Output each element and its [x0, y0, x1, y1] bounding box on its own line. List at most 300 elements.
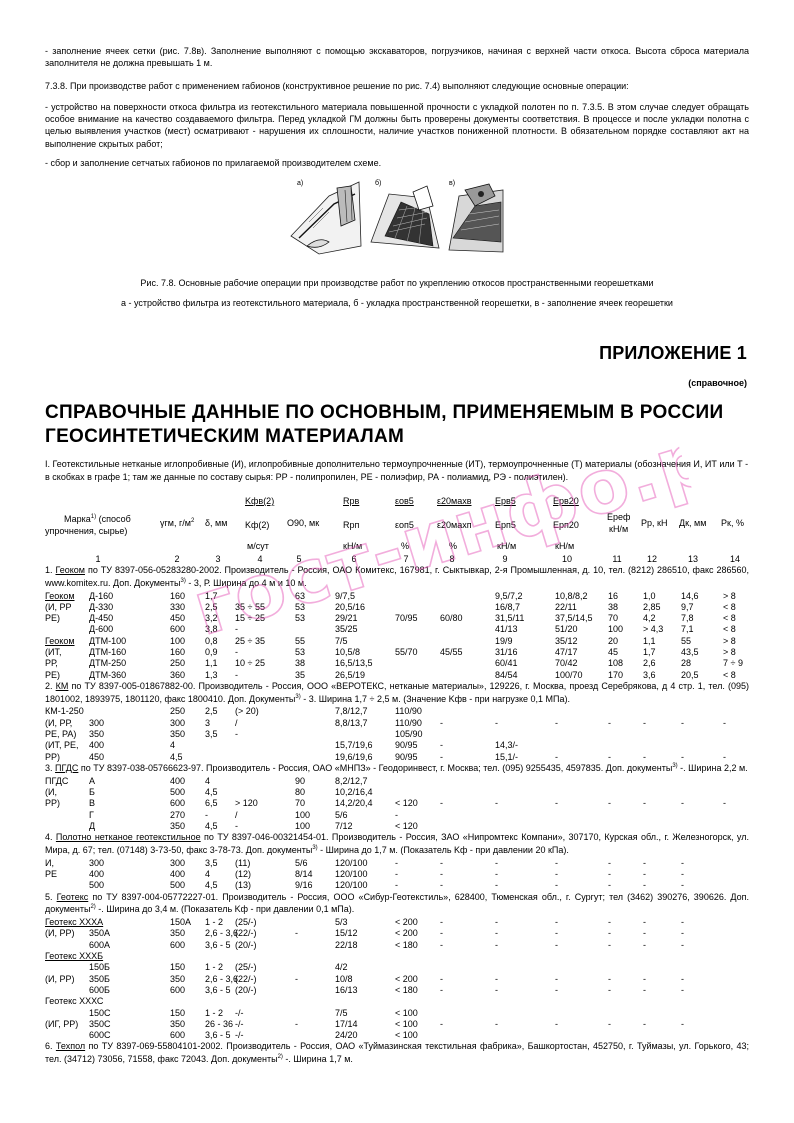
table-cell: 300	[89, 857, 105, 868]
table-cell: -	[555, 928, 558, 939]
table-cell: 500	[170, 880, 186, 891]
table-cell: -	[608, 857, 611, 868]
table-cell: -	[495, 984, 498, 995]
table-cell: -	[681, 717, 684, 728]
table-cell: 2,5	[205, 601, 218, 612]
table-cell: 600	[170, 624, 186, 635]
col6-header-b: Rрп	[343, 520, 360, 530]
table-cell: 350	[170, 820, 186, 831]
table-cell: 3,5	[205, 729, 218, 740]
table-cell: 55	[295, 635, 306, 646]
table-row	[45, 717, 749, 728]
figure-caption: Рис. 7.8. Основные рабочие операции при производстве работ по укреплению откосов пространственными георешетками	[140, 278, 654, 288]
section-1-link[interactable]: Геоком	[55, 565, 85, 575]
table-cell: 2,6 - 3,6	[205, 973, 239, 984]
table-cell: -	[395, 869, 398, 879]
table-cell: -	[681, 880, 684, 891]
table-cell: -	[395, 809, 398, 820]
table-cell: 1 - 2	[205, 917, 224, 928]
table-cell: РЕ, РА)	[45, 729, 77, 740]
section-1-rows	[45, 590, 749, 680]
table-cell: (13)	[235, 880, 252, 891]
table-cell: < 8	[723, 624, 736, 635]
table-cell: ДТМ-250	[89, 658, 127, 669]
table-cell: -	[495, 880, 498, 891]
table-cell: Д	[89, 820, 96, 831]
table-cell: 8,8/13,7	[335, 717, 368, 728]
table-cell: 600А	[89, 939, 111, 950]
section-6-header: 6. Техпол по ТУ 8397-069-55804101-2002. Производитель - Россия, ОАО «Туймазинская текстильная фабрика», Башкортостан, 452750, г. Туймазы, ул. Горького, 43; тел. (34712) 73056, 71558, факс 72043. Доп. документы$^{2)}$ -. Ширина 1,7 м.	[45, 1041, 749, 1065]
table-row	[45, 728, 749, 739]
section-2-rows	[45, 705, 749, 761]
table-cell: А	[89, 775, 96, 786]
table-cell: -	[643, 869, 646, 879]
table-cell: 16/8,7	[495, 601, 521, 612]
table-row	[45, 961, 749, 972]
table-cell: 37,5/14,5	[555, 613, 593, 624]
table-cell: 53	[295, 647, 306, 658]
table-cell: 63	[295, 590, 306, 601]
table-cell: 22/18	[335, 939, 358, 950]
table-cell: ДТМ-360	[89, 669, 127, 680]
table-cell: КМ-1-250	[45, 706, 84, 717]
table-cell: 80	[295, 786, 306, 797]
table-row	[45, 657, 749, 668]
table-cell: 360	[170, 669, 186, 680]
table-cell: < 200	[395, 973, 418, 984]
table-cell: 400	[89, 740, 105, 751]
table-cell: -	[643, 939, 646, 950]
colnum: 1	[95, 554, 101, 564]
table-row	[45, 601, 749, 612]
table-cell: 3	[205, 717, 211, 728]
table-cell: 53	[295, 601, 306, 612]
table-cell: -	[643, 973, 646, 984]
table-cell: < 200	[395, 928, 418, 939]
table-cell: -	[495, 917, 498, 928]
table-cell: 4,5	[205, 786, 218, 797]
table-cell: 0,8	[205, 635, 218, 646]
table-cell: 16	[608, 590, 619, 601]
table-row	[45, 646, 749, 657]
table-cell: 150А	[170, 917, 192, 928]
table-cell: 84/54	[495, 669, 518, 680]
table-cell: 20,5/16	[335, 601, 366, 612]
col7-header-a: εов5	[395, 496, 414, 506]
table-cell: 5/6	[295, 857, 308, 868]
section-3-header: 3. ПГДС по ТУ 8397-038-05766623-97. Производитель - Россия, ОАО «МНПЗ» - Геодоринвест, г. Москва; тел. (095) 9255435, 4597835. Доп. документы$^{3)}$ -. Ширина 2,2 м.	[45, 762, 748, 773]
table-cell: -	[440, 973, 443, 984]
table-row	[45, 786, 749, 797]
table-row	[45, 973, 749, 984]
table-cell: 7,1	[681, 624, 694, 635]
table-cell: 10,5/8	[335, 647, 361, 658]
paragraph-filter-device: - устройство на поверхности откоса фильтра из геотекстильного материала повышенной прочности с укладкой полотен по п. 7.3.5. В этом случае следует обращать особое внимание на качество создаваемого фильтра. Перед укладкой ГМ должны быть проверены документы соответствия. В процессе и после укладки полотна с целью выявления участков (мест) осматривают - нарушения их сплошности, наличие участков пониженной плотности. В обязательном порядке составляют акт на выполнение скрытых работ;	[45, 102, 749, 149]
table-cell: 90	[295, 775, 306, 786]
table-cell: -	[643, 928, 646, 939]
table-cell: 70	[608, 613, 619, 624]
table-cell: 170	[608, 669, 624, 680]
table-cell: 120/100	[335, 880, 368, 891]
section-3-link[interactable]: ПГДС	[55, 762, 79, 773]
table-cell: 43,5	[681, 647, 699, 658]
table-cell: 4,5	[205, 820, 218, 831]
section-3-rows	[45, 775, 749, 831]
table-cell: -	[681, 751, 684, 762]
table-cell: 10 ÷ 25	[235, 658, 265, 669]
col7-header-b: εоп5	[395, 520, 414, 530]
table-cell: 15/12	[335, 928, 358, 939]
table-cell: РЕ)	[45, 613, 61, 624]
table-cell: 60/41	[495, 658, 518, 669]
section-5-link[interactable]: Геотекс	[56, 891, 89, 902]
table-cell: -	[555, 798, 558, 809]
table-cell: 7/5	[335, 635, 348, 646]
table-cell: 600	[170, 939, 186, 950]
table-cell: -	[643, 751, 646, 762]
paragraph-7-3-8: 7.3.8. При производстве работ с применением габионов (конструктивное решение по рис. 7.4) выполняют следующие основные операции:	[45, 81, 629, 91]
table-cell: 7,8	[681, 613, 694, 624]
table-cell: 1,1	[643, 635, 656, 646]
table-cell: 4,2	[643, 613, 656, 624]
table-cell: 26 - 36	[205, 1018, 234, 1029]
table-cell: -	[681, 857, 684, 868]
section-4-rows	[45, 857, 749, 891]
table-cell: 9,5/7,2	[495, 590, 523, 601]
table-cell: 1 - 2	[205, 962, 224, 973]
table-cell: 10/8	[335, 973, 353, 984]
table-cell: > 8	[723, 635, 736, 646]
table-cell: 9/16	[295, 880, 313, 891]
table-cell: 90/95	[395, 751, 418, 762]
table-cell: 7,8/12,7	[335, 706, 368, 717]
table-cell: 31,5/11	[495, 613, 525, 624]
table-cell: Б	[89, 786, 95, 797]
table-cell: Д-450	[89, 613, 114, 624]
table-cell: > 8	[723, 590, 736, 601]
table-cell: 14,6	[681, 590, 699, 601]
table-cell: > 120	[235, 798, 258, 809]
table-cell: 9/7,5	[335, 590, 356, 601]
table-cell: -	[495, 973, 498, 984]
table-cell: 400	[170, 775, 186, 786]
table-cell: 1 - 2	[205, 1007, 224, 1018]
table-cell: 15,1/-	[495, 751, 519, 762]
table-cell: 450	[170, 613, 186, 624]
table-cell: В	[89, 798, 96, 809]
table-cell: 350	[89, 729, 105, 740]
col11-header-b: кН/м	[609, 524, 629, 534]
table-cell: 3,6 - 5	[205, 939, 231, 950]
figure-illustration	[289, 176, 505, 262]
table-cell: ДТМ-100	[89, 635, 127, 646]
table-cell: -	[608, 798, 611, 809]
table-cell: -	[495, 857, 498, 868]
table-cell: РР,	[45, 658, 58, 669]
table-row	[45, 868, 749, 879]
table-cell: -	[440, 917, 443, 928]
table-cell: РР)	[45, 751, 61, 762]
table-cell: -	[555, 917, 558, 928]
table-cell: 120/100	[335, 857, 368, 868]
table-cell: -	[643, 1018, 646, 1029]
table-cell: -	[295, 1018, 298, 1029]
col6-header-units: кН/м	[343, 541, 363, 551]
table-cell: -	[681, 973, 684, 984]
table-cell: -	[440, 717, 443, 728]
table-cell: (22/-)	[235, 928, 257, 939]
table-cell: 4	[205, 869, 211, 879]
table-cell: 41/13	[495, 624, 518, 635]
table-cell: РЕ	[45, 869, 58, 879]
table-row	[45, 705, 749, 716]
section-6-link[interactable]: Техпол	[55, 1041, 86, 1052]
table-cell: Д-330	[89, 601, 114, 612]
table-cell: -	[608, 1018, 611, 1029]
table-cell: -	[555, 717, 558, 728]
table-cell: 70/42	[555, 658, 578, 669]
table-cell: -	[608, 984, 611, 995]
table-cell: -/-	[235, 1018, 244, 1029]
col10-header-a: Eрв20	[553, 496, 579, 506]
table-cell: < 180	[395, 984, 418, 995]
table-cell: < 200	[395, 917, 418, 928]
table-cell: 5/3	[335, 917, 348, 928]
table-cell: -	[395, 880, 398, 891]
figure-label-c: в)	[449, 180, 456, 187]
table-row	[45, 927, 749, 938]
table-cell: -	[608, 717, 611, 728]
table-cell: 300	[170, 717, 186, 728]
table-cell: > 8	[723, 647, 736, 658]
table-cell: -	[440, 798, 443, 809]
table-cell: -	[440, 857, 443, 868]
table-cell: /	[235, 717, 238, 728]
col9-header-b: Eрп5	[495, 520, 516, 530]
section-4-header: 4. Полотно нетканое геотекстильное по ТУ 8397-046-00321454-01. Производитель - Россия, ЗАО «Нипромтекс Компани», 307170, Курская обл., г. Железногорск, ул. Мира, д. 67; тел. (07148) 3-73-50, факс 3-78-73. Доп. документы$^{3)}$ - Ширина до 1,7 м. (Показатель Kф - при давлении 20 кПа).	[45, 832, 749, 855]
colnum: 9	[502, 554, 508, 564]
table-cell: 500	[170, 786, 186, 797]
table-cell: 28	[681, 658, 692, 669]
table-cell: -	[555, 973, 558, 984]
table-cell: 4/2	[335, 962, 348, 973]
table-row	[45, 916, 749, 927]
col13-header: Дк, мм	[679, 518, 707, 528]
table-cell: -	[295, 973, 298, 984]
table-row	[45, 1029, 749, 1040]
main-title: СПРАВОЧНЫЕ ДАННЫЕ ПО ОСНОВНЫМ, ПРИМЕНЯЕМЫМ В РОССИИ ГЕОСИНТЕТИЧЕСКИМ МАТЕРИАЛАМ	[45, 402, 724, 447]
table-row	[45, 939, 749, 950]
table-cell: (И, РР	[45, 601, 72, 612]
table-cell: -	[440, 928, 443, 939]
table-cell: Г	[89, 809, 94, 820]
table-cell: 150	[170, 962, 186, 973]
table-cell: Геоком	[45, 590, 75, 601]
col10-header-units: кН/м	[555, 541, 575, 551]
table-cell: -	[440, 984, 443, 995]
table-cell: 110/90	[395, 706, 422, 717]
table-cell: 51/20	[555, 624, 578, 635]
table-cell: 2,6 - 3,6	[205, 928, 239, 939]
table-cell: -	[723, 798, 726, 809]
table-cell: -	[643, 717, 646, 728]
col4-header-a: Kфв(2)	[245, 496, 275, 506]
table-cell: (25/-)	[235, 962, 257, 973]
table-cell: 45/55	[440, 647, 463, 658]
table-cell: -	[235, 624, 238, 635]
table-cell: 150	[170, 1007, 186, 1018]
col2-header: γгм, $г/м^2$	[160, 518, 195, 528]
table-cell: -	[723, 717, 726, 728]
table-cell: 3,6	[643, 669, 656, 680]
table-cell: 29/21	[335, 613, 358, 624]
table-cell: -	[495, 869, 498, 879]
colnum: 3	[215, 554, 221, 564]
table-cell: 2,85	[643, 601, 661, 612]
table-cell: 100/70	[555, 669, 583, 680]
table-row	[45, 1007, 749, 1018]
col8-header-units: %	[449, 541, 458, 551]
colnum: 7	[403, 554, 409, 564]
table-row	[45, 995, 749, 1006]
table-cell: < 100	[395, 1007, 418, 1018]
table-cell: -	[395, 857, 398, 868]
table-cell: 35/12	[555, 635, 578, 646]
table-cell: 35 ÷ 55	[235, 601, 265, 612]
table-cell: 350С	[89, 1018, 111, 1029]
section-4-link[interactable]: Полотно нетканое геотекстильное	[55, 832, 201, 843]
table-cell: (И, РР,	[45, 717, 73, 728]
table-cell: -	[440, 1018, 443, 1029]
appendix-title: ПРИЛОЖЕНИЕ 1	[599, 343, 747, 363]
table-cell: (И, РР)	[45, 928, 75, 939]
col3-header: δ, мм	[205, 518, 228, 528]
table-cell: 1,0	[643, 590, 656, 601]
table-cell: (И, РР)	[45, 973, 75, 984]
watermark-text: гост-инфо.ру	[183, 407, 700, 653]
table-cell: 0,9	[205, 647, 218, 658]
table-cell: 31/16	[495, 647, 518, 658]
table-cell: -	[681, 984, 684, 995]
table-cell: 300	[89, 717, 105, 728]
table-cell: 1,7	[205, 590, 218, 601]
table-cell: /	[235, 809, 238, 820]
table-cell: (ИТ, РЕ,	[45, 740, 79, 751]
table-cell: -	[608, 869, 611, 879]
table-cell: 15,7/19,6	[335, 740, 373, 751]
table-cell: 4,5	[205, 880, 218, 891]
table-row	[45, 950, 749, 961]
table-cell: -	[495, 1018, 498, 1029]
table-cell: 20	[608, 635, 619, 646]
table-cell: 150С	[89, 1007, 111, 1018]
col7-header-units: %	[401, 541, 410, 551]
table-cell: 3,8	[205, 624, 218, 635]
table-cell: 330	[170, 601, 186, 612]
table-cell: 3,6 - 5	[205, 1030, 231, 1041]
table-cell: -	[608, 928, 611, 939]
table-row	[45, 635, 749, 646]
table-cell: 600	[170, 984, 186, 995]
table-cell: 55	[681, 635, 692, 646]
table-cell: -	[608, 939, 611, 950]
table-cell: 350	[170, 973, 186, 984]
table-cell: -	[440, 880, 443, 891]
col1-header: Марка$^{1)}$ (способ	[64, 514, 131, 524]
table-cell: -	[643, 798, 646, 809]
table-cell: 16,5/13,5	[335, 658, 373, 669]
table-cell: 120/100	[335, 869, 368, 879]
table-cell: 350А	[89, 928, 111, 939]
table-cell: 105/90	[395, 729, 423, 740]
table-cell: 1,7	[643, 647, 656, 658]
section-2-link[interactable]: КМ	[55, 680, 69, 691]
table-cell: (И,	[45, 786, 57, 797]
table-row	[45, 623, 749, 634]
table-cell: 19/9	[495, 635, 513, 646]
col1-header-sub: упрочнения, сырье)	[45, 526, 128, 536]
colnum: 13	[687, 554, 698, 564]
table-cell: (ИТ,	[45, 647, 62, 658]
col12-header: Pp, кН	[641, 518, 668, 528]
table-cell: 26,5/19	[335, 669, 366, 680]
table-cell: < 8	[723, 669, 736, 680]
table-cell: -	[681, 869, 684, 879]
col8-header-b: ε20махп	[437, 520, 472, 530]
table-cell: 300	[170, 857, 186, 868]
table-cell: > 4,3	[643, 624, 664, 635]
figure-label-b: б)	[375, 180, 382, 187]
table-cell: 10,2/16,4	[335, 786, 373, 797]
table-cell: 90/95	[395, 740, 418, 751]
table-cell: 4	[205, 775, 211, 786]
table-cell: 350	[170, 1018, 186, 1029]
table-cell: 450	[89, 751, 105, 762]
table-cell: -/-	[235, 1007, 244, 1018]
table-cell: -	[608, 917, 611, 928]
table-cell: 38	[295, 658, 306, 669]
table-cell: 350	[170, 928, 186, 939]
table-cell: -	[495, 717, 498, 728]
table-cell: 150Б	[89, 962, 110, 973]
table-cell: 250	[170, 706, 186, 717]
table-cell: 6,5	[205, 798, 218, 809]
table-cell: 600Б	[89, 984, 110, 995]
figure-subcaption: а - устройство фильтра из геотекстильного материала, б - укладка пространственной георешетки, в - заполнение ячеек георешетки	[121, 298, 673, 308]
table-row	[45, 612, 749, 623]
table-cell: -	[723, 751, 726, 762]
table-cell: -	[608, 880, 611, 891]
table-cell: 600	[170, 1030, 186, 1041]
col6-header-a: Rрв	[343, 496, 360, 506]
section-5-rows	[45, 916, 749, 1040]
table-cell: 45	[608, 647, 619, 658]
table-cell: Д-160	[89, 590, 114, 601]
table-cell: 2,6	[643, 658, 656, 669]
table-cell: 3,6 - 5	[205, 984, 231, 995]
table-row	[45, 590, 749, 601]
table-cell: (12)	[235, 869, 252, 879]
table-cell: -	[608, 751, 611, 762]
table-row	[45, 739, 749, 750]
table-cell: 8/14	[295, 869, 313, 879]
table-cell: -	[555, 857, 558, 868]
table-cell: ДТМ-160	[89, 647, 127, 658]
table-row	[45, 1018, 749, 1029]
table-cell: 53	[295, 613, 306, 624]
table-cell: -	[495, 928, 498, 939]
table-cell: (ИГ, РР)	[45, 1018, 79, 1029]
